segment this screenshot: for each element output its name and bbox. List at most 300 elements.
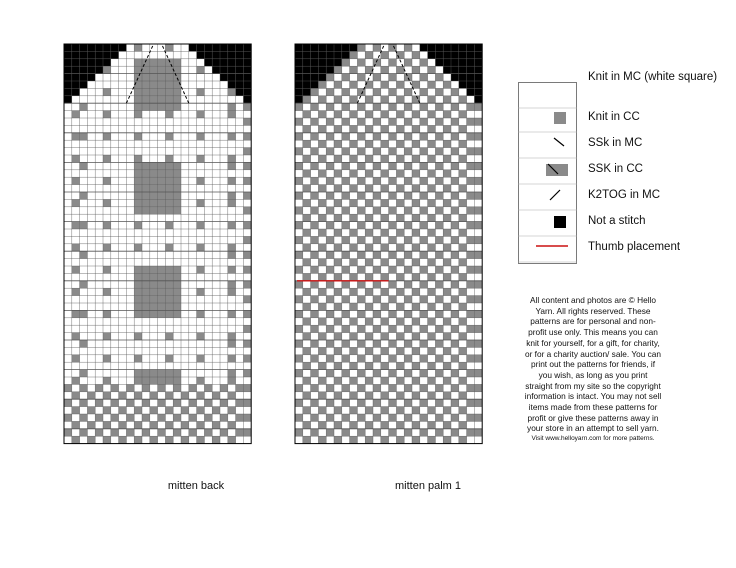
- stitch-cell: [80, 370, 88, 377]
- stitch-cell: [459, 347, 467, 354]
- stitch-cell: [134, 222, 142, 229]
- stitch-cell: [311, 281, 319, 288]
- stitch-cell: [111, 384, 119, 391]
- stitch-cell: [389, 325, 397, 332]
- stitch-cell: [204, 384, 212, 391]
- stitch-cell: [243, 96, 251, 103]
- stitch-cell: [350, 333, 358, 340]
- stitch-cell: [311, 384, 319, 391]
- stitch-cell: [326, 429, 334, 436]
- stitch-cell: [72, 392, 80, 399]
- stitch-cell: [404, 148, 412, 155]
- stitch-cell: [451, 399, 459, 406]
- stitch-cell: [173, 170, 181, 177]
- stitch-cell: [142, 88, 150, 95]
- stitch-cell: [87, 51, 95, 58]
- stitch-cell: [420, 177, 428, 184]
- stitch-cell: [318, 318, 326, 325]
- stitch-cell: [228, 155, 236, 162]
- stitch-cell: [334, 44, 342, 51]
- stitch-cell: [236, 429, 244, 436]
- stitch-cell: [443, 333, 451, 340]
- stitch-cell: [428, 392, 436, 399]
- stitch-cell: [443, 51, 451, 58]
- stitch-cell: [173, 384, 181, 391]
- stitch-cell: [381, 288, 389, 295]
- stitch-cell: [64, 44, 72, 51]
- stitch-cell: [420, 281, 428, 288]
- stitch-cell: [87, 392, 95, 399]
- stitch-cell: [459, 318, 467, 325]
- stitch-cell: [428, 362, 436, 369]
- stitch-cell: [474, 177, 482, 184]
- stitch-cell: [420, 399, 428, 406]
- stitch-cell: [158, 59, 166, 66]
- stitch-cell: [303, 88, 311, 95]
- stitch-cell: [103, 177, 111, 184]
- stitch-cell: [365, 333, 373, 340]
- stitch-cell: [428, 421, 436, 428]
- stitch-cell: [404, 236, 412, 243]
- stitch-cell: [357, 384, 365, 391]
- stitch-cell: [197, 133, 205, 140]
- stitch-cell: [72, 421, 80, 428]
- stitch-cell: [404, 59, 412, 66]
- stitch-cell: [443, 303, 451, 310]
- stitch-cell: [474, 236, 482, 243]
- stitch-cell: [142, 192, 150, 199]
- stitch-cell: [365, 436, 373, 443]
- stitch-cell: [119, 44, 127, 51]
- chart-grid-back: [58, 42, 276, 460]
- stitch-cell: [318, 125, 326, 132]
- stitch-cell: [357, 192, 365, 199]
- stitch-cell: [318, 96, 326, 103]
- stitch-cell: [142, 399, 150, 406]
- stitch-cell: [80, 222, 88, 229]
- stitch-cell: [72, 244, 80, 251]
- stitch-cell: [326, 133, 334, 140]
- stitch-cell: [404, 162, 412, 169]
- stitch-cell: [228, 199, 236, 206]
- stitch-cell: [412, 185, 420, 192]
- stitch-cell: [357, 44, 365, 51]
- stitch-cell: [396, 81, 404, 88]
- stitch-cell: [228, 355, 236, 362]
- stitch-cell: [342, 310, 350, 317]
- stitch-cell: [467, 414, 475, 421]
- stitch-cell: [126, 384, 134, 391]
- stitch-cell: [72, 74, 80, 81]
- stitch-cell: [365, 170, 373, 177]
- stitch-cell: [381, 51, 389, 58]
- stitch-cell: [459, 303, 467, 310]
- stitch-cell: [412, 362, 420, 369]
- stitch-cell: [150, 407, 158, 414]
- stitch-cell: [357, 177, 365, 184]
- stitch-cell: [428, 333, 436, 340]
- stitch-cell: [220, 51, 228, 58]
- stitch-cell: [212, 392, 220, 399]
- stitch-cell: [103, 51, 111, 58]
- stitch-cell: [443, 436, 451, 443]
- stitch-cell: [220, 66, 228, 73]
- stitch-cell: [158, 66, 166, 73]
- stitch-cell: [474, 59, 482, 66]
- stitch-cell: [420, 74, 428, 81]
- stitch-cell: [357, 162, 365, 169]
- stitch-cell: [443, 318, 451, 325]
- stitch-cell: [420, 148, 428, 155]
- stitch-cell: [165, 162, 173, 169]
- stitch-cell: [326, 384, 334, 391]
- stitch-cell: [303, 96, 311, 103]
- stitch-cell: [80, 81, 88, 88]
- stitch-cell: [467, 325, 475, 332]
- stitch-cell: [357, 340, 365, 347]
- stitch-cell: [365, 407, 373, 414]
- stitch-cell: [228, 192, 236, 199]
- stitch-cell: [158, 162, 166, 169]
- stitch-cell: [311, 133, 319, 140]
- stitch-cell: [459, 273, 467, 280]
- stitch-cell: [467, 281, 475, 288]
- stitch-cell: [236, 66, 244, 73]
- stitch-cell: [87, 421, 95, 428]
- stitch-cell: [404, 207, 412, 214]
- stitch-cell: [126, 399, 134, 406]
- stitch-cell: [173, 303, 181, 310]
- stitch-cell: [311, 399, 319, 406]
- stitch-cell: [428, 66, 436, 73]
- stitch-cell: [389, 162, 397, 169]
- stitch-cell: [342, 296, 350, 303]
- stitch-cell: [443, 125, 451, 132]
- stitch-cell: [342, 59, 350, 66]
- stitch-cell: [342, 44, 350, 51]
- stitch-cell: [342, 325, 350, 332]
- stitch-cell: [428, 407, 436, 414]
- stitch-cell: [389, 88, 397, 95]
- stitch-cell: [243, 133, 251, 140]
- stitch-cell: [350, 96, 358, 103]
- stitch-cell: [474, 429, 482, 436]
- stitch-cell: [381, 170, 389, 177]
- stitch-cell: [412, 140, 420, 147]
- stitch-cell: [467, 66, 475, 73]
- stitch-cell: [303, 185, 311, 192]
- stitch-cell: [342, 429, 350, 436]
- stitch-cell: [381, 407, 389, 414]
- chart-grid-palm: [289, 42, 507, 460]
- stitch-cell: [165, 111, 173, 118]
- stitch-cell: [165, 44, 173, 51]
- stitch-cell: [228, 44, 236, 51]
- stitch-cell: [396, 273, 404, 280]
- stitch-cell: [373, 133, 381, 140]
- stitch-cell: [173, 399, 181, 406]
- stitch-cell: [303, 421, 311, 428]
- stitch-cell: [412, 214, 420, 221]
- stitch-cell: [311, 414, 319, 421]
- stitch-cell: [303, 81, 311, 88]
- stitch-cell: [420, 236, 428, 243]
- stitch-cell: [80, 162, 88, 169]
- stitch-cell: [357, 325, 365, 332]
- stitch-cell: [142, 66, 150, 73]
- stitch-cell: [111, 429, 119, 436]
- stitch-cell: [243, 222, 251, 229]
- stitch-cell: [212, 59, 220, 66]
- stitch-cell: [165, 281, 173, 288]
- stitch-cell: [243, 103, 251, 110]
- stitch-cell: [111, 399, 119, 406]
- stitch-cell: [389, 148, 397, 155]
- stitch-cell: [334, 125, 342, 132]
- stitch-cell: [412, 377, 420, 384]
- stitch-cell: [342, 340, 350, 347]
- stitch-cell: [303, 288, 311, 295]
- stitch-cell: [197, 244, 205, 251]
- stitch-cell: [80, 399, 88, 406]
- stitch-cell: [80, 74, 88, 81]
- stitch-cell: [389, 103, 397, 110]
- stitch-cell: [80, 429, 88, 436]
- stitch-cell: [373, 340, 381, 347]
- stitch-cell: [459, 96, 467, 103]
- stitch-cell: [435, 414, 443, 421]
- stitch-cell: [357, 103, 365, 110]
- stitch-cell: [451, 340, 459, 347]
- stitch-cell: [303, 51, 311, 58]
- stitch-cell: [342, 162, 350, 169]
- stitch-cell: [311, 74, 319, 81]
- stitch-cell: [459, 421, 467, 428]
- stitch-cell: [365, 362, 373, 369]
- stitch-cell: [326, 66, 334, 73]
- stitch-cell: [318, 51, 326, 58]
- stitch-cell: [150, 421, 158, 428]
- stitch-cell: [95, 429, 103, 436]
- stitch-cell: [342, 118, 350, 125]
- stitch-cell: [459, 74, 467, 81]
- stitch-cell: [295, 355, 303, 362]
- stitch-cell: [459, 199, 467, 206]
- stitch-cell: [334, 185, 342, 192]
- stitch-cell: [404, 414, 412, 421]
- stitch-cell: [350, 362, 358, 369]
- stitch-cell: [420, 251, 428, 258]
- stitch-cell: [326, 296, 334, 303]
- stitch-cell: [173, 66, 181, 73]
- stitch-cell: [150, 436, 158, 443]
- stitch-cell: [350, 392, 358, 399]
- stitch-cell: [318, 377, 326, 384]
- stitch-cell: [165, 370, 173, 377]
- stitch-cell: [64, 88, 72, 95]
- stitch-cell: [435, 177, 443, 184]
- stitch-cell: [365, 229, 373, 236]
- stitch-cell: [87, 66, 95, 73]
- stitch-cell: [334, 377, 342, 384]
- stitch-cell: [150, 266, 158, 273]
- stitch-cell: [326, 281, 334, 288]
- stitch-cell: [389, 429, 397, 436]
- stitch-cell: [220, 399, 228, 406]
- stitch-cell: [295, 207, 303, 214]
- stitch-cell: [474, 133, 482, 140]
- stitch-cell: [103, 407, 111, 414]
- stitch-cell: [326, 192, 334, 199]
- stitch-cell: [295, 370, 303, 377]
- stitch-cell: [459, 333, 467, 340]
- stitch-cell: [459, 51, 467, 58]
- stitch-cell: [381, 185, 389, 192]
- stitch-cell: [295, 281, 303, 288]
- stitch-cell: [365, 318, 373, 325]
- stitch-cell: [158, 170, 166, 177]
- stitch-cell: [134, 96, 142, 103]
- stitch-cell: [373, 103, 381, 110]
- stitch-cell: [228, 407, 236, 414]
- stitch-cell: [165, 103, 173, 110]
- stitch-cell: [365, 244, 373, 251]
- stitch-cell: [389, 74, 397, 81]
- stitch-cell: [311, 222, 319, 229]
- stitch-cell: [428, 436, 436, 443]
- stitch-cell: [228, 377, 236, 384]
- stitch-cell: [150, 66, 158, 73]
- stitch-cell: [165, 222, 173, 229]
- stitch-cell: [243, 177, 251, 184]
- stitch-cell: [350, 347, 358, 354]
- stitch-cell: [412, 436, 420, 443]
- stitch-cell: [474, 355, 482, 362]
- stitch-cell: [420, 222, 428, 229]
- stitch-cell: [373, 148, 381, 155]
- stitch-cell: [357, 296, 365, 303]
- stitch-cell: [428, 140, 436, 147]
- stitch-cell: [396, 377, 404, 384]
- stitch-cell: [412, 66, 420, 73]
- stitch-cell: [428, 273, 436, 280]
- stitch-cell: [420, 192, 428, 199]
- stitch-cell: [119, 407, 127, 414]
- stitch-cell: [173, 177, 181, 184]
- stitch-cell: [119, 436, 127, 443]
- stitch-cell: [420, 370, 428, 377]
- stitch-cell: [318, 259, 326, 266]
- stitch-cell: [334, 436, 342, 443]
- stitch-cell: [381, 392, 389, 399]
- stitch-cell: [404, 399, 412, 406]
- stitch-cell: [467, 340, 475, 347]
- stitch-cell: [142, 296, 150, 303]
- stitch-cell: [451, 74, 459, 81]
- legend-k2tog-mark: [550, 190, 560, 200]
- stitch-cell: [435, 310, 443, 317]
- stitch-cell: [103, 333, 111, 340]
- stitch-cell: [158, 399, 166, 406]
- legend-label-ssk-mc: SSk in MC: [588, 137, 643, 149]
- stitch-cell: [80, 192, 88, 199]
- stitch-cell: [435, 340, 443, 347]
- stitch-cell: [396, 392, 404, 399]
- stitch-cell: [435, 251, 443, 258]
- stitch-cell: [435, 325, 443, 332]
- stitch-cell: [197, 377, 205, 384]
- stitch-cell: [412, 318, 420, 325]
- stitch-cell: [295, 192, 303, 199]
- stitch-cell: [451, 162, 459, 169]
- stitch-cell: [142, 266, 150, 273]
- stitch-cell: [334, 155, 342, 162]
- stitch-cell: [165, 170, 173, 177]
- stitch-cell: [243, 74, 251, 81]
- stitch-cell: [396, 436, 404, 443]
- stitch-cell: [420, 118, 428, 125]
- stitch-cell: [412, 199, 420, 206]
- stitch-cell: [165, 392, 173, 399]
- stitch-cell: [373, 118, 381, 125]
- stitch-cell: [389, 133, 397, 140]
- stitch-cell: [295, 429, 303, 436]
- stitch-cell: [365, 273, 373, 280]
- stitch-cell: [303, 333, 311, 340]
- stitch-cell: [243, 355, 251, 362]
- stitch-cell: [303, 214, 311, 221]
- stitch-cell: [95, 399, 103, 406]
- stitch-cell: [318, 44, 326, 51]
- copyright-notice: [524, 295, 662, 444]
- stitch-cell: [396, 318, 404, 325]
- stitch-cell: [467, 222, 475, 229]
- stitch-cell: [142, 370, 150, 377]
- stitch-cell: [303, 436, 311, 443]
- stitch-cell: [295, 81, 303, 88]
- stitch-cell: [318, 392, 326, 399]
- stitch-cell: [451, 414, 459, 421]
- stitch-cell: [357, 370, 365, 377]
- stitch-cell: [212, 44, 220, 51]
- stitch-cell: [150, 59, 158, 66]
- stitch-cell: [150, 310, 158, 317]
- stitch-cell: [64, 74, 72, 81]
- stitch-cell: [165, 133, 173, 140]
- legend-label-thumb: Thumb placement: [588, 241, 681, 253]
- stitch-cell: [103, 436, 111, 443]
- stitch-cell: [443, 81, 451, 88]
- stitch-cell: [72, 436, 80, 443]
- stitch-cell: [303, 66, 311, 73]
- stitch-cell: [311, 103, 319, 110]
- stitch-cell: [134, 155, 142, 162]
- stitch-cell: [365, 377, 373, 384]
- stitch-cell: [467, 59, 475, 66]
- stitch-cell: [467, 177, 475, 184]
- stitch-cell: [204, 429, 212, 436]
- stitch-cell: [158, 199, 166, 206]
- stitch-cell: [404, 177, 412, 184]
- stitch-cell: [189, 414, 197, 421]
- stitch-cell: [373, 281, 381, 288]
- stitch-cell: [295, 325, 303, 332]
- stitch-cell: [428, 199, 436, 206]
- stitch-cell: [103, 392, 111, 399]
- stitch-cell: [103, 222, 111, 229]
- stitch-cell: [142, 170, 150, 177]
- stitch-cell: [158, 81, 166, 88]
